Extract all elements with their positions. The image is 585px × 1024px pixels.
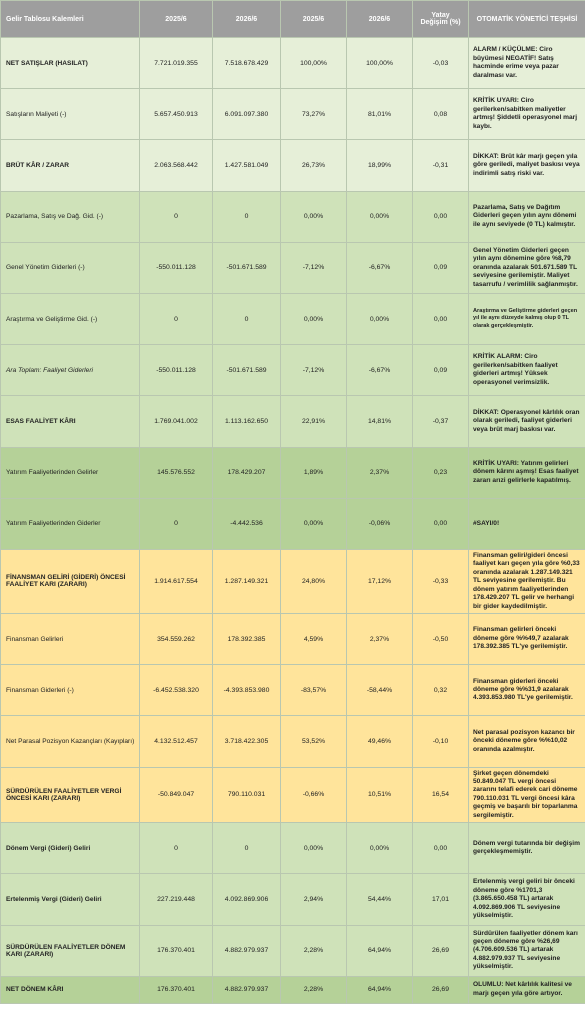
row-label: Ertelenmiş Vergi (Gideri) Geliri: [1, 874, 140, 925]
table-row[interactable]: [1, 396, 585, 447]
value-2025: 2.063.568.442: [140, 140, 213, 191]
table-row[interactable]: [1, 665, 585, 716]
diagnosis-text: #SAYI/0!: [469, 498, 585, 549]
table-row[interactable]: [1, 447, 585, 498]
ratio-2025: 2,28%: [281, 976, 347, 1003]
header-row: [1, 1, 585, 38]
row-label: Ara Toplam: Faaliyet Giderleri: [1, 345, 140, 396]
diagnosis-text: DİKKAT: Operasyonel kârlılık oran olarak geriledi, faaliyet giderleri veya brüt marj baskısı var.: [469, 396, 585, 447]
diagnosis-text: OLUMLU: Net kârlılık kalitesi ve marjı geçen yıla göre artıyor.: [469, 976, 585, 1003]
table-row[interactable]: [1, 242, 585, 293]
ratio-2026: 18,99%: [347, 140, 413, 191]
change-value: -0,10: [413, 716, 469, 767]
value-2026: 0: [213, 191, 281, 242]
value-2026: 3.718.422.305: [213, 716, 281, 767]
header-value-2026[interactable]: 2026/6: [213, 1, 281, 38]
ratio-2026: 2,37%: [347, 613, 413, 664]
change-value: 26,69: [413, 925, 469, 976]
diagnosis-text: Pazarlama, Satış ve Dağıtım Giderleri geçen yılın aynı dönemi ile aynı seviyede (0 TL) kalmıştır.: [469, 191, 585, 242]
value-2025: -550.011.128: [140, 345, 213, 396]
ratio-2026: 2,37%: [347, 447, 413, 498]
diagnosis-text: Net parasal pozisyon kazancı bir önceki döneme göre %%10,02 oranında azalmıştır.: [469, 716, 585, 767]
value-2025: 5.657.450.913: [140, 89, 213, 140]
row-label: Pazarlama, Satış ve Dağ. Gid. (-): [1, 191, 140, 242]
change-value: -0,50: [413, 613, 469, 664]
change-value: 17,01: [413, 874, 469, 925]
row-label: NET SATIŞLAR (HASILAT): [1, 38, 140, 89]
change-value: -0,31: [413, 140, 469, 191]
change-value: 0,32: [413, 665, 469, 716]
ratio-2026: 0,00%: [347, 191, 413, 242]
row-label: SÜRDÜRÜLEN FAALİYETLER VERGİ ÖNCESİ KARI (ZARARI): [1, 767, 140, 823]
value-2025: 1.914.617.554: [140, 549, 213, 613]
value-2025: 354.559.262: [140, 613, 213, 664]
change-value: 0,09: [413, 345, 469, 396]
value-2026: 178.429.207: [213, 447, 281, 498]
row-label: FİNANSMAN GELİRİ (GİDERİ) ÖNCESİ FAALİYET KARI (ZARARI): [1, 549, 140, 613]
row-label: BRÜT KÂR / ZARAR: [1, 140, 140, 191]
ratio-2026: 0,00%: [347, 823, 413, 874]
value-2026: 1.427.581.049: [213, 140, 281, 191]
value-2025: 0: [140, 498, 213, 549]
row-label: Genel Yönetim Giderleri (-): [1, 242, 140, 293]
value-2026: -4.442.536: [213, 498, 281, 549]
diagnosis-text: KRİTİK ALARM: Ciro gerilerken/sabitken faaliyet giderleri artmış! Yüksek operasyonel verimsizlik.: [469, 345, 585, 396]
row-label: Yatırım Faaliyetlerinden Giderler: [1, 498, 140, 549]
table-row[interactable]: [1, 925, 585, 976]
table-row[interactable]: [1, 549, 585, 613]
ratio-2025: 0,00%: [281, 823, 347, 874]
change-value: -0,33: [413, 549, 469, 613]
value-2026: -4.393.853.980: [213, 665, 281, 716]
ratio-2026: -6,67%: [347, 242, 413, 293]
ratio-2025: 4,59%: [281, 613, 347, 664]
value-2026: -501.671.589: [213, 242, 281, 293]
row-label: Finansman Gelirleri: [1, 613, 140, 664]
ratio-2026: 14,81%: [347, 396, 413, 447]
change-value: 16,54: [413, 767, 469, 823]
header-change[interactable]: Yatay Değişim (%): [413, 1, 469, 38]
ratio-2025: 2,28%: [281, 925, 347, 976]
table-row[interactable]: [1, 140, 585, 191]
ratio-2025: 26,73%: [281, 140, 347, 191]
table-row[interactable]: [1, 38, 585, 89]
diagnosis-text: Dönem vergi tutarında bir değişim gerçekleşmemiştir.: [469, 823, 585, 874]
change-value: 0,00: [413, 823, 469, 874]
table-row[interactable]: [1, 89, 585, 140]
value-2025: 1.769.041.002: [140, 396, 213, 447]
ratio-2025: 24,80%: [281, 549, 347, 613]
diagnosis-text: Şirket geçen dönemdeki 50.849.047 TL vergi öncesi zararını telafi ederek cari döneme 790.110.031 TL vergi öncesi kâra geçmiş ve başarılı bir toparlanma sergilemiştir.: [469, 767, 585, 823]
ratio-2026: 54,44%: [347, 874, 413, 925]
header-value-2025[interactable]: 2025/6: [140, 1, 213, 38]
ratio-2026: -0,06%: [347, 498, 413, 549]
value-2026: 1.113.162.650: [213, 396, 281, 447]
ratio-2025: 0,00%: [281, 191, 347, 242]
value-2025: 0: [140, 293, 213, 344]
ratio-2025: -7,12%: [281, 345, 347, 396]
diagnosis-text: Sürdürülen faaliyetler dönem karı geçen döneme göre %26,69 (4.706.609.536 TL) artarak 4.882.979.937 TL seviyesine yükselmiştir.: [469, 925, 585, 976]
change-value: 0,00: [413, 498, 469, 549]
row-label: Yatırım Faaliyetlerinden Gelirler: [1, 447, 140, 498]
header-diagnosis[interactable]: OTOMATİK YÖNETİCİ TEŞHİSİ: [469, 1, 585, 38]
value-2026: 7.518.678.429: [213, 38, 281, 89]
value-2026: 1.287.149.321: [213, 549, 281, 613]
table-row[interactable]: [1, 976, 585, 1003]
value-2025: -6.452.538.320: [140, 665, 213, 716]
value-2026: 4.092.869.906: [213, 874, 281, 925]
value-2026: 178.392.385: [213, 613, 281, 664]
ratio-2026: -58,44%: [347, 665, 413, 716]
value-2025: 7.721.019.355: [140, 38, 213, 89]
ratio-2025: 0,00%: [281, 498, 347, 549]
value-2025: 0: [140, 191, 213, 242]
change-value: 0,09: [413, 242, 469, 293]
value-2026: 4.882.979.937: [213, 925, 281, 976]
value-2026: 0: [213, 823, 281, 874]
ratio-2026: 100,00%: [347, 38, 413, 89]
table-row[interactable]: [1, 345, 585, 396]
header-ratio-2026[interactable]: 2026/6: [347, 1, 413, 38]
table-row[interactable]: [1, 293, 585, 344]
value-2025: 176.370.401: [140, 925, 213, 976]
diagnosis-text: DİKKAT: Brüt kâr marjı geçen yıla göre geriledi, maliyet baskısı veya indirimli satış riski var.: [469, 140, 585, 191]
diagnosis-text: Araştırma ve Geliştirme giderleri geçen yıl ile aynı düzeyde kalmış olup 0 TL olarak gerçekleşmiştir.: [469, 293, 585, 344]
ratio-2026: 64,94%: [347, 976, 413, 1003]
header-item[interactable]: Gelir Tablosu Kalemleri: [1, 1, 140, 38]
value-2025: 0: [140, 823, 213, 874]
ratio-2026: 64,94%: [347, 925, 413, 976]
diagnosis-text: ALARM / KÜÇÜLME: Ciro büyümesi NEGATİF! Satış hacminde erime veya pazar daralması var.: [469, 38, 585, 89]
row-label: SÜRDÜRÜLEN FAALİYETLER DÖNEM KARI (ZARARI): [1, 925, 140, 976]
diagnosis-text: Genel Yönetim Giderleri geçen yılın aynı dönemine göre %8,79 oranında azalarak 501.671.589 TL seviyesine gerilemiştir. Maliyet tasarrufu / verimlilik sağlanmıştır.: [469, 242, 585, 293]
value-2025: -550.011.128: [140, 242, 213, 293]
value-2026: 790.110.031: [213, 767, 281, 823]
ratio-2025: 73,27%: [281, 89, 347, 140]
ratio-2026: 17,12%: [347, 549, 413, 613]
table-row[interactable]: [1, 874, 585, 925]
table-row[interactable]: [1, 191, 585, 242]
row-label: NET DÖNEM KÂRI: [1, 976, 140, 1003]
value-2026: 0: [213, 293, 281, 344]
table-row[interactable]: [1, 767, 585, 823]
diagnosis-text: Finansman giderleri önceki döneme göre %%31,9 azalarak 4.393.853.980 TL'ye gerilemiştir.: [469, 665, 585, 716]
value-2026: 4.882.979.937: [213, 976, 281, 1003]
value-2025: 227.219.448: [140, 874, 213, 925]
ratio-2025: 53,52%: [281, 716, 347, 767]
ratio-2026: -6,67%: [347, 345, 413, 396]
diagnosis-text: Finansman geliri/gideri öncesi faaliyet karı geçen yıla göre %0,33 oranında azalarak 1.287.149.321 TL seviyesine gerilemiştir. Bu dönem yatırım faaliyetlerinden 178.429.207 TL gelir ve herhangi bir gider kaydedilmiştir.: [469, 549, 585, 613]
change-value: -0,03: [413, 38, 469, 89]
row-label: Araştırma ve Geliştirme Gid. (-): [1, 293, 140, 344]
row-label: ESAS FAALİYET KÂRI: [1, 396, 140, 447]
ratio-2026: 10,51%: [347, 767, 413, 823]
diagnosis-text: Ertelenmiş vergi geliri bir önceki döneme göre %1701,3 (3.865.650.458 TL) artarak 4.092.869.906 TL seviyesine yükselmiştir.: [469, 874, 585, 925]
ratio-2026: 0,00%: [347, 293, 413, 344]
table-row[interactable]: [1, 613, 585, 664]
ratio-2025: -0,66%: [281, 767, 347, 823]
ratio-2025: 100,00%: [281, 38, 347, 89]
table-row[interactable]: [1, 823, 585, 874]
ratio-2025: 0,00%: [281, 293, 347, 344]
row-label: Finansman Giderleri (-): [1, 665, 140, 716]
value-2025: 4.132.512.457: [140, 716, 213, 767]
change-value: 0,08: [413, 89, 469, 140]
diagnosis-text: KRİTİK UYARI: Yatırım gelirleri dönem kârını aşmış! Esas faaliyet zararı arızi gelirlerle kapatılmış.: [469, 447, 585, 498]
value-2026: -501.671.589: [213, 345, 281, 396]
table-row[interactable]: [1, 498, 585, 549]
table-row[interactable]: [1, 716, 585, 767]
ratio-2025: -83,57%: [281, 665, 347, 716]
ratio-2026: 81,01%: [347, 89, 413, 140]
change-value: 0,00: [413, 191, 469, 242]
row-label: Satışların Maliyeti (-): [1, 89, 140, 140]
header-ratio-2025[interactable]: 2025/6: [281, 1, 347, 38]
change-value: 0,23: [413, 447, 469, 498]
ratio-2026: 49,46%: [347, 716, 413, 767]
change-value: -0,37: [413, 396, 469, 447]
value-2025: 176.370.401: [140, 976, 213, 1003]
value-2025: -50.849.047: [140, 767, 213, 823]
ratio-2025: -7,12%: [281, 242, 347, 293]
ratio-2025: 2,94%: [281, 874, 347, 925]
change-value: 0,00: [413, 293, 469, 344]
value-2025: 145.576.552: [140, 447, 213, 498]
ratio-2025: 22,91%: [281, 396, 347, 447]
row-label: Net Parasal Pozisyon Kazançları (Kayıpları): [1, 716, 140, 767]
diagnosis-text: KRİTİK UYARI: Ciro gerilerken/sabitken maliyetler artmış! Şiddetli operasyonel marj kaybı.: [469, 89, 585, 140]
diagnosis-text: Finansman gelirleri önceki döneme göre %%49,7 azalarak 178.392.385 TL'ye gerilemiştir.: [469, 613, 585, 664]
row-label: Dönem Vergi (Gideri) Geliri: [1, 823, 140, 874]
change-value: 26,69: [413, 976, 469, 1003]
value-2026: 6.091.097.380: [213, 89, 281, 140]
ratio-2025: 1,89%: [281, 447, 347, 498]
